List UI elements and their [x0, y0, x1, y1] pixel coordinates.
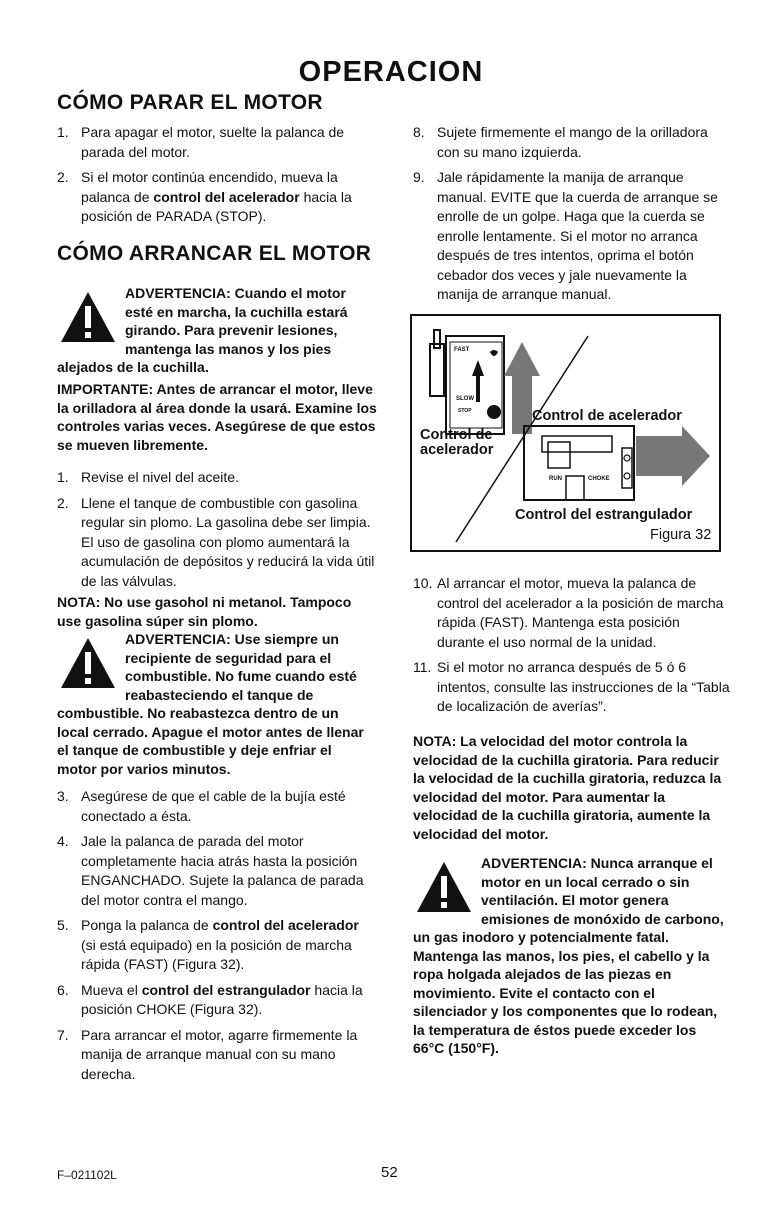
- list-item: [57, 168, 377, 227]
- list-item-text: (si está equipado) en la posición de marcha rápida (FAST) (Figura 32).: [81, 936, 352, 972]
- warning-icon: [415, 860, 473, 914]
- list-item-text: hacia la posición de PARADA (STOP).: [81, 188, 352, 224]
- list-item-text: Jale rápidamente la manija de arranque manual. EVITE que la cuerda de arranque se enrolle de un golpe. Haga que la cuerda se enrolle lentamente. Si el motor no arranca después de tres intentos, oprima el botón cebador dos veces y jale nuevamente la manija de arranque manual.: [437, 169, 718, 302]
- run-tag: RUN: [549, 476, 562, 482]
- list-item-number: 1.: [57, 124, 69, 140]
- list-item-text: Para apagar el motor, suelte la palanca de parada del motor.: [81, 124, 345, 160]
- speed-note: NOTA: La velocidad del motor controla la velocidad de la cuchilla giratoria. Para reducir la velocidad de la cuchilla giratoria, reduzca la velocidad del motor. Para aumentar la velocidad de la cuchilla giratoria, aumente la velocidad del motor.: [413, 733, 722, 842]
- list-item-text: control del acelerador: [212, 917, 359, 933]
- list-item-number: 9.: [413, 169, 425, 185]
- list-item-number: 4.: [57, 833, 69, 849]
- list-item: [57, 123, 377, 162]
- list-item-text: hacia la posición CHOKE (Figura 32).: [81, 981, 363, 1017]
- list-item: [57, 1026, 377, 1085]
- list-item-text: Para arrancar el motor, agarre firmemente la manija de arranque manual con su mano derecha.: [81, 1026, 358, 1082]
- list-item: [413, 168, 731, 305]
- stop-heading: CÓMO PARAR EL MOTOR: [57, 91, 323, 114]
- document-code: F–021102L: [57, 1168, 117, 1182]
- warning-icon: [59, 290, 117, 344]
- start-steps-d: [413, 574, 731, 723]
- list-item-text: Si el motor no arranca después de 5 ó 6 intentos, consulte las instrucciones de la “Tabla de localización de averías”.: [437, 659, 730, 714]
- start-steps-c: [413, 123, 731, 311]
- list-item-text: Ponga la palanca de: [81, 917, 213, 933]
- stop-tag: STOP: [458, 408, 472, 414]
- list-item: [413, 574, 731, 652]
- start-steps-b: [57, 787, 377, 1090]
- figure-caption: Figura 32: [650, 527, 712, 543]
- list-item-number: 5.: [57, 917, 69, 933]
- start-steps-a: [57, 468, 377, 597]
- important-note: IMPORTANTE: Antes de arrancar el motor, lleve la orilladora al área donde la usará. Examine los controles varias veces. Asegúrese de que estos se mueven libremente.: [57, 381, 377, 453]
- list-item: [413, 658, 731, 717]
- fast-tag: FAST: [454, 347, 470, 353]
- throttle-label-left-2: acelerador: [420, 442, 494, 458]
- choke-label: Control del estrangulador: [515, 507, 693, 523]
- list-item-text: Asegúrese de que el cable de la bujía esté conectado a ésta.: [81, 788, 346, 824]
- figure-32: [410, 314, 721, 552]
- list-item-text: Al arrancar el motor, mueva la palanca de control del acelerador a la posición de marcha rápida (FAST). Mantenga esta posición durante el uso normal de la unidad.: [437, 575, 724, 650]
- warning-fuel: ADVERTENCIA: Use siempre un recipiente de seguridad para el combustible. No fume cuando esté reabasteciendo el tanque de combustible. No reabastezca dentro de un local cerrado. Apague el motor antes de llenar el tanque de combustible y deje enfriar el motor por varios minutos.: [57, 631, 364, 777]
- list-item-text: Mueva el: [81, 981, 142, 998]
- list-item-number: 1.: [57, 469, 69, 485]
- throttle-label-right: Control de acelerador: [532, 408, 682, 424]
- list-item-text: Sujete firmemente el mango de la orilladora con su mano izquierda.: [437, 124, 708, 160]
- list-item: [413, 123, 731, 162]
- list-item-text: Si el motor continúa encendido, mueva la palanca de: [81, 169, 338, 205]
- page-number: 52: [381, 1164, 398, 1181]
- list-item-number: 2.: [57, 169, 69, 185]
- list-item-number: 8.: [413, 124, 425, 140]
- fuel-note: NOTA: No use gasohol ni metanol. Tampoco use gasolina súper sin plomo.: [57, 594, 352, 629]
- start-heading: CÓMO ARRANCAR EL MOTOR: [57, 242, 372, 265]
- list-item-text: Revise el nivel del aceite.: [81, 469, 239, 485]
- page-title: OPERACION: [298, 56, 484, 88]
- list-item: [57, 787, 377, 826]
- list-item-text: control del acelerador: [153, 188, 300, 205]
- warning-blade: ADVERTENCIA: Cuando el motor esté en marcha, la cuchilla estará girando. Para prevenir lesiones, mantenga las manos y los pies alejados de la cuchilla.: [57, 285, 348, 375]
- list-item: [57, 468, 377, 488]
- list-item-text: Llene el tanque de combustible con gasolina regular sin plomo. La gasolina debe ser limpia. El uso de gasolina con plomo aumentará la acumulación de depósitos y reducirá la vida útil de las válvulas.: [81, 494, 375, 589]
- warning-icon: [59, 636, 117, 690]
- warning-exhaust: ADVERTENCIA: Nunca arranque el motor en un local cerrado o sin ventilación. El motor genera emisiones de monóxido de carbono, un gas inodoro y potencialmente fatal. Mantenga las manos, los pies, el cabello y la ropa holgada alejados de las piezas en movimiento. Evite el contacto con el silenciador y los componentes que lo rodean, la temperatura de éstos puede exceder los 66°C (150°F).: [413, 855, 724, 1056]
- throttle-label-left-1: Control de: [420, 427, 493, 443]
- list-item-text: Jale la palanca de parada del motor completamente hacia atrás hasta la posición ENGANCHADO. Sujete la palanca de parada del motor contra el mango.: [81, 833, 364, 908]
- choke-tag: CHOKE: [588, 476, 610, 482]
- slow-tag: SLOW: [456, 396, 474, 402]
- list-item-number: 11.: [413, 659, 432, 675]
- list-item-number: 6.: [57, 981, 69, 998]
- list-item: [57, 981, 377, 1020]
- list-item-number: 2.: [57, 494, 69, 511]
- list-item-number: 7.: [57, 1026, 69, 1043]
- stop-steps: [57, 123, 377, 233]
- list-item: [57, 832, 377, 910]
- list-item: [57, 916, 377, 975]
- list-item: [57, 494, 377, 592]
- list-item-text: control del estrangulador: [141, 981, 311, 998]
- list-item-number: 3.: [57, 788, 69, 804]
- list-item-number: 10.: [413, 575, 433, 591]
